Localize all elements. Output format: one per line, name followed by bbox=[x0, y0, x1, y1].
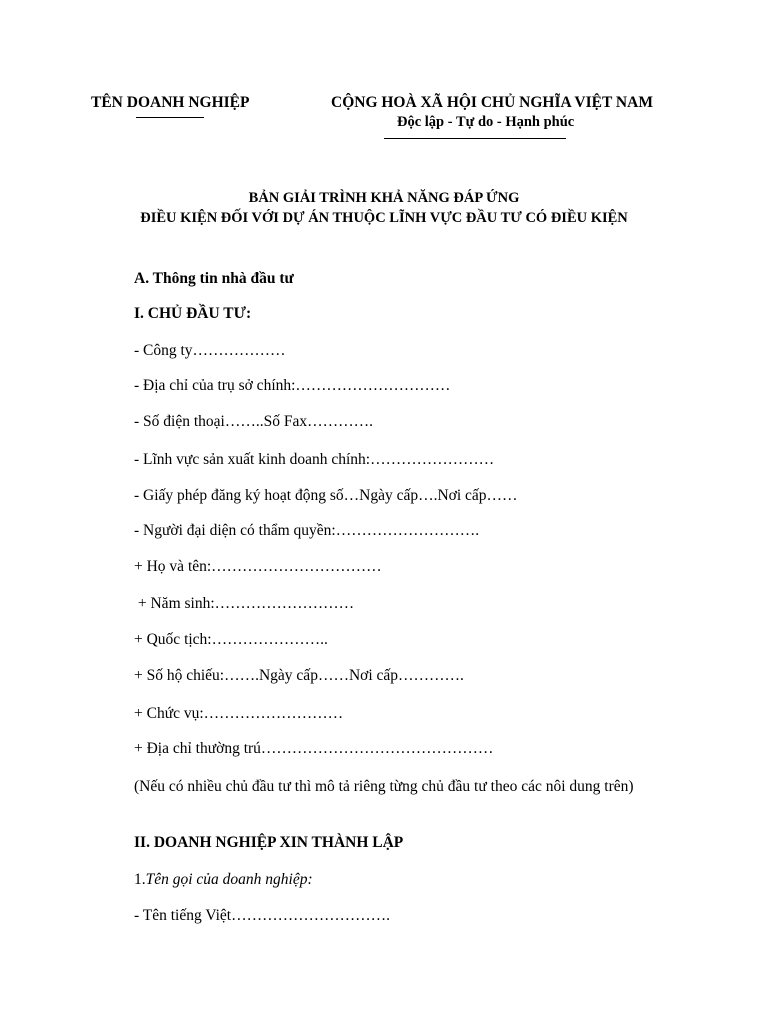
item-1-number: 1. bbox=[134, 871, 146, 888]
company-name-placeholder: TÊN DOANH NGHIỆP bbox=[91, 94, 250, 111]
note-multiple-investors: (Nếu có nhiều chủ đầu tư thì mô tả riêng từng chủ đầu tư theo các nôi dung trên) bbox=[134, 778, 634, 795]
field-license: - Giấy phép đăng ký hoạt động số…Ngày cấp….Nơi cấp…… bbox=[134, 487, 518, 504]
item-1-enterprise-name bbox=[134, 871, 313, 889]
section-2-heading: II. DOANH NGHIỆP XIN THÀNH LẬP bbox=[134, 834, 404, 851]
doc-title-line1: BẢN GIẢI TRÌNH KHẢ NĂNG ĐÁP ỨNG bbox=[248, 190, 520, 206]
field-full-name: + Họ và tên:…………………………… bbox=[134, 558, 382, 575]
doc-title-line2: ĐIỀU KIỆN ĐỐI VỚI DỰ ÁN THUỘC LĨNH VỰC ĐẦU TƯ CÓ ĐIỀU KIỆN bbox=[140, 210, 628, 226]
field-company: - Công ty……………… bbox=[134, 342, 286, 359]
field-position: + Chức vụ:……………………… bbox=[134, 705, 344, 722]
section-a-heading: A. Thông tin nhà đầu tư bbox=[134, 270, 294, 287]
field-passport: + Số hộ chiếu:…….Ngày cấp……Nơi cấp…………. bbox=[134, 667, 464, 684]
section-1-heading: I. CHỦ ĐẦU TƯ: bbox=[134, 305, 252, 322]
field-business-line: - Lĩnh vực sản xuất kinh doanh chính:…………………… bbox=[134, 451, 495, 468]
field-vietnamese-name: - Tên tiếng Việt…………………………. bbox=[134, 907, 390, 924]
field-birth-year: + Năm sinh:……………………… bbox=[134, 595, 355, 612]
item-1-label: Tên gọi của doanh nghiệp: bbox=[145, 871, 313, 888]
field-representative: - Người đại diện có thẩm quyền:………………………. bbox=[134, 522, 480, 539]
field-nationality: + Quốc tịch:………………….. bbox=[134, 631, 328, 648]
country-title: CỘNG HOÀ XÃ HỘI CHỦ NGHĨA VIỆT NAM bbox=[331, 94, 653, 111]
motto-underline bbox=[384, 138, 566, 139]
national-motto: Độc lập - Tự do - Hạnh phúc bbox=[397, 114, 575, 130]
company-name-underline bbox=[136, 117, 204, 118]
field-head-office-address: - Địa chỉ của trụ sở chính:………………………… bbox=[134, 377, 451, 394]
field-phone-fax: - Số điện thoại……..Số Fax…………. bbox=[134, 413, 373, 430]
field-permanent-address: + Địa chỉ thường trú……………………………………… bbox=[134, 740, 494, 757]
